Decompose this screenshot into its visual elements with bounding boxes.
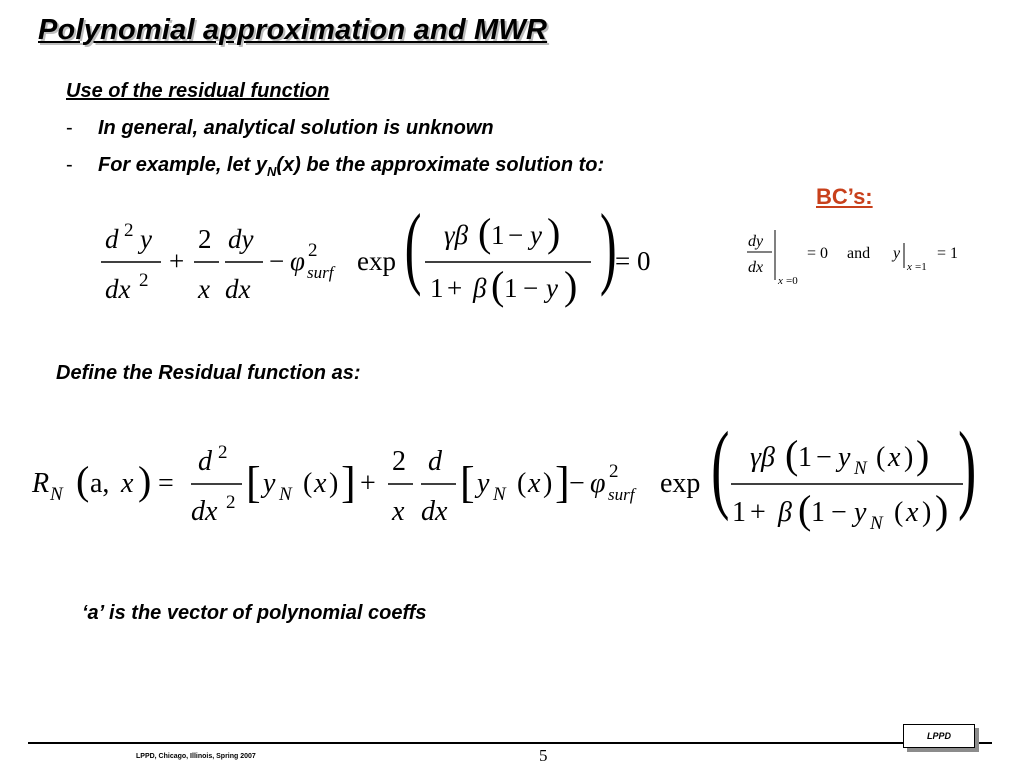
svg-text:d: d bbox=[105, 224, 119, 254]
svg-text:y: y bbox=[546, 273, 558, 303]
svg-text:1: 1 bbox=[491, 220, 505, 250]
svg-text:(: ( bbox=[711, 420, 730, 523]
bullet-text-prefix: For example, let y bbox=[98, 154, 267, 176]
svg-text:φ: φ bbox=[290, 246, 305, 276]
svg-text:−: − bbox=[569, 468, 585, 499]
section-heading: Use of the residual function bbox=[66, 80, 330, 102]
svg-text:N: N bbox=[854, 458, 867, 479]
svg-text:(: ( bbox=[303, 468, 313, 499]
bullet-text: In general, analytical solution is unknown bbox=[98, 117, 494, 139]
note-text: ‘a’ is the vector of polynomial coeffs bbox=[82, 602, 427, 624]
svg-text:(: ( bbox=[76, 458, 90, 503]
footer-divider bbox=[28, 742, 992, 744]
svg-text:y: y bbox=[477, 468, 490, 499]
residual-definition-label: Define the Residual function as: bbox=[56, 362, 361, 384]
svg-text:(: ( bbox=[517, 468, 527, 499]
bc-label: BC’s: bbox=[816, 184, 873, 209]
svg-text:]: ] bbox=[341, 458, 356, 507]
svg-text:y: y bbox=[854, 497, 867, 528]
svg-text:d: d bbox=[428, 446, 442, 477]
svg-text:γβ: γβ bbox=[444, 220, 469, 250]
svg-text:y: y bbox=[263, 468, 276, 499]
bullet-dash: - bbox=[66, 154, 73, 176]
svg-text:1: 1 bbox=[430, 273, 444, 303]
svg-text:+: + bbox=[360, 468, 376, 499]
svg-text:β: β bbox=[778, 497, 792, 528]
svg-text:[: [ bbox=[460, 458, 475, 507]
bullet-text-subscript: N bbox=[266, 164, 277, 179]
svg-text:N: N bbox=[50, 484, 63, 505]
svg-text:): ) bbox=[138, 458, 152, 503]
svg-text:y: y bbox=[838, 442, 851, 473]
residual-equation bbox=[28, 420, 988, 545]
svg-text:−: − bbox=[831, 497, 847, 528]
svg-text:x: x bbox=[528, 468, 541, 499]
svg-text:surf: surf bbox=[608, 485, 635, 504]
svg-text:dy: dy bbox=[228, 224, 254, 254]
svg-text:1: 1 bbox=[732, 497, 746, 528]
svg-text:x: x bbox=[314, 468, 327, 499]
svg-text:(: ( bbox=[491, 263, 505, 308]
svg-text:x: x bbox=[198, 274, 210, 304]
svg-text:): ) bbox=[329, 468, 339, 499]
svg-text:2: 2 bbox=[218, 442, 228, 463]
svg-text:+: + bbox=[750, 497, 766, 528]
svg-text:y: y bbox=[893, 245, 901, 262]
svg-text:2: 2 bbox=[124, 220, 134, 241]
svg-text:2: 2 bbox=[308, 240, 318, 261]
footer-text: LPPD, Chicago, Illinois, Spring 2007 bbox=[136, 753, 256, 760]
svg-text:dx: dx bbox=[421, 496, 448, 527]
svg-text:dx: dx bbox=[191, 496, 218, 527]
bullet-item-2 bbox=[66, 154, 604, 179]
svg-text:): ) bbox=[543, 468, 553, 499]
svg-text:): ) bbox=[564, 263, 578, 308]
svg-text:=1: =1 bbox=[915, 261, 927, 273]
svg-text:(: ( bbox=[404, 200, 422, 299]
svg-text:dx: dx bbox=[105, 274, 131, 304]
svg-text:=0: =0 bbox=[786, 275, 798, 287]
svg-text:= 0: = 0 bbox=[615, 246, 651, 276]
svg-text:φ: φ bbox=[590, 468, 606, 499]
svg-text:−: − bbox=[508, 220, 524, 250]
page-number: 5 bbox=[539, 746, 548, 765]
svg-text:R: R bbox=[32, 468, 50, 499]
svg-text:): ) bbox=[916, 432, 930, 477]
svg-text:exp: exp bbox=[357, 246, 396, 276]
svg-text:N: N bbox=[493, 484, 506, 505]
svg-text:): ) bbox=[922, 497, 932, 528]
svg-text:a,: a, bbox=[90, 468, 110, 499]
svg-text:): ) bbox=[904, 442, 914, 473]
svg-text:): ) bbox=[958, 420, 977, 523]
bc-equation bbox=[745, 225, 975, 290]
svg-text:x: x bbox=[906, 497, 919, 528]
svg-text:dx: dx bbox=[748, 259, 764, 276]
ode-equation bbox=[95, 200, 675, 315]
svg-text:−: − bbox=[269, 246, 285, 276]
svg-text:): ) bbox=[599, 200, 617, 299]
svg-text:1: 1 bbox=[798, 442, 812, 473]
svg-text:= 0: = 0 bbox=[807, 245, 829, 262]
svg-text:1: 1 bbox=[504, 273, 518, 303]
svg-text:2: 2 bbox=[198, 224, 212, 254]
svg-text:(: ( bbox=[894, 497, 904, 528]
svg-text:(: ( bbox=[478, 210, 492, 255]
svg-text:−: − bbox=[523, 273, 539, 303]
svg-text:exp: exp bbox=[660, 468, 701, 499]
svg-text:d: d bbox=[198, 446, 212, 477]
svg-text:[: [ bbox=[246, 458, 261, 507]
svg-text:=: = bbox=[158, 468, 174, 499]
lppd-logo: LPPD bbox=[903, 724, 975, 748]
svg-text:x: x bbox=[392, 496, 405, 527]
bullet-item-1 bbox=[66, 117, 494, 140]
svg-text:x: x bbox=[121, 468, 134, 499]
svg-text:dy: dy bbox=[748, 233, 764, 250]
svg-text:and: and bbox=[847, 245, 871, 262]
svg-text:x: x bbox=[778, 275, 783, 287]
svg-text:2: 2 bbox=[139, 270, 149, 291]
svg-text:1: 1 bbox=[811, 497, 825, 528]
svg-text:]: ] bbox=[555, 458, 570, 507]
svg-text:y: y bbox=[140, 224, 152, 254]
bullet-dash: - bbox=[66, 117, 73, 139]
svg-text:x: x bbox=[888, 442, 901, 473]
bullet-text-suffix: (x) be the approximate solution to: bbox=[276, 154, 605, 176]
svg-text:+: + bbox=[447, 273, 463, 303]
svg-text:dx: dx bbox=[225, 274, 251, 304]
svg-text:2: 2 bbox=[226, 492, 236, 513]
svg-text:(: ( bbox=[798, 487, 812, 532]
page-title: Polynomial approximation and MWR bbox=[38, 14, 548, 46]
svg-text:(: ( bbox=[876, 442, 886, 473]
svg-text:β: β bbox=[473, 273, 487, 303]
svg-text:+: + bbox=[169, 246, 185, 276]
svg-text:−: − bbox=[816, 442, 832, 473]
svg-text:): ) bbox=[547, 210, 561, 255]
svg-text:2: 2 bbox=[392, 446, 406, 477]
svg-text:N: N bbox=[279, 484, 292, 505]
svg-text:y: y bbox=[530, 220, 542, 250]
svg-text:): ) bbox=[935, 487, 949, 532]
svg-text:surf: surf bbox=[307, 263, 334, 282]
svg-text:= 1: = 1 bbox=[937, 245, 959, 262]
svg-text:γβ: γβ bbox=[750, 442, 775, 473]
svg-text:2: 2 bbox=[609, 461, 619, 482]
svg-text:(: ( bbox=[785, 432, 799, 477]
svg-text:N: N bbox=[870, 513, 883, 534]
svg-text:x: x bbox=[907, 261, 912, 273]
